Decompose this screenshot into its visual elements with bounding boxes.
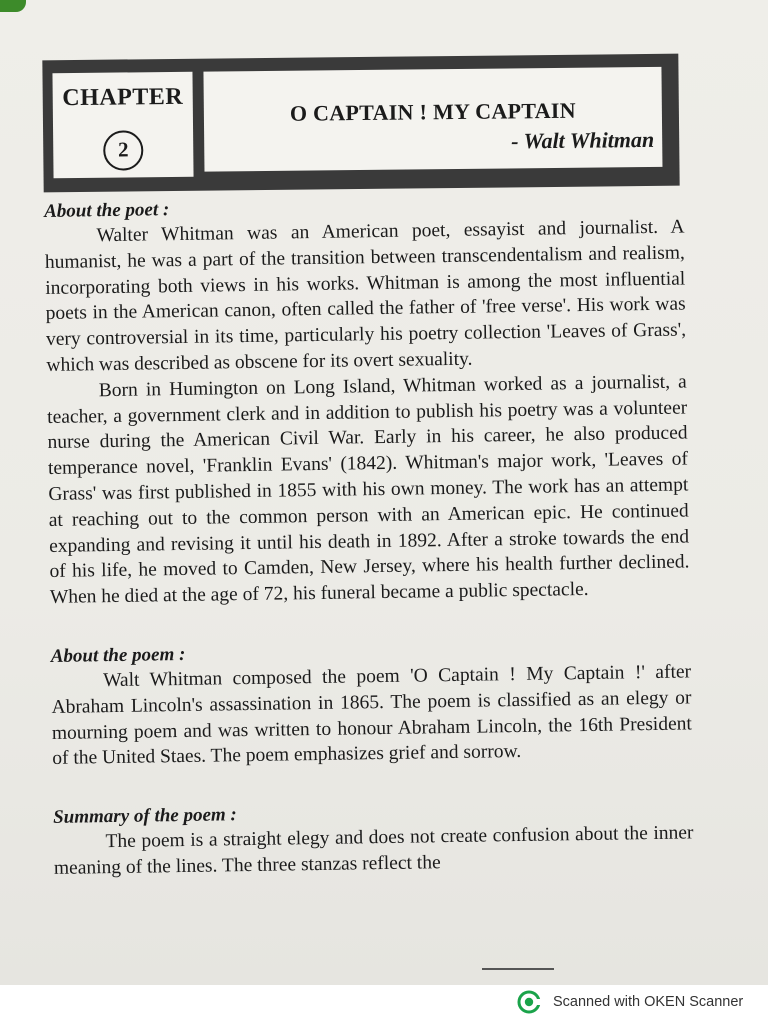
paragraph-poet-bio: Walter Whitman was an American poet, essayist and journalist. A humanist, he was a part of the transition between transcendentalism and realism, incorporating both views in his works. Whitman is among the most influential poets in the American canon, often called the father of 'free verse'. His work was very controversial in its time, particularly his poetry collection 'Leaves of Grass', which was described as obscene for its overt sexuality. — [44, 216, 687, 376]
chapter-label: CHAPTER — [62, 83, 184, 112]
section-heading-about-poem: About the poem : — [50, 643, 186, 667]
scanner-watermark-text: Scanned with OKEN Scanner — [553, 994, 744, 1010]
page-corner-tab — [0, 0, 26, 12]
chapter-number: 2 — [103, 130, 143, 170]
poem-title: O CAPTAIN ! MY CAPTAIN — [289, 97, 577, 126]
scanner-watermark — [517, 990, 743, 1014]
paragraph-summary: The poem is a straight elegy and does not create confusion about the inner meaning of the lines. The three stanzas reflect the — [53, 822, 694, 879]
oken-scanner-logo-icon — [517, 990, 541, 1014]
footer-rule — [482, 968, 554, 970]
section-heading-about-poet: About the poet : — [44, 199, 170, 222]
chapter-header — [42, 54, 679, 193]
page-body — [44, 191, 694, 882]
title-box — [203, 67, 662, 172]
paragraph-poem-about: Walt Whitman composed the poem 'O Captain ! My Captain !' after Abraham Lincoln's assassination in 1865. The poem is classified as an elegy or mourning poem and was written to honour Abraham Lincoln, the 16th President of the United Staes. The poem emphasizes grief and sorrow. — [51, 661, 692, 770]
poem-author: - Walt Whitman — [511, 126, 655, 154]
paragraph-poet-career: Born in Humington on Long Island, Whitman worked as a journalist, a teacher, a government clerk and in addition to publish his poetry was a volunteer nurse during the American Civil War. Early in his career, he also produced temperance novel, 'Franklin Evans' (1842). Whitman's major work, 'Leaves of Grass' was first published in 1855 with his own money. The work has an attempt at reaching out to the common person with an American epic. He continued expanding and revising it until his death in 1892. After a stroke towards the end of his life, he moved to Camden, New Jersey, where his health further declined. When he died at the age of 72, his funeral became a public spectacle. — [47, 371, 690, 609]
chapter-box — [52, 72, 193, 178]
section-heading-summary: Summary of the poem : — [53, 804, 237, 829]
